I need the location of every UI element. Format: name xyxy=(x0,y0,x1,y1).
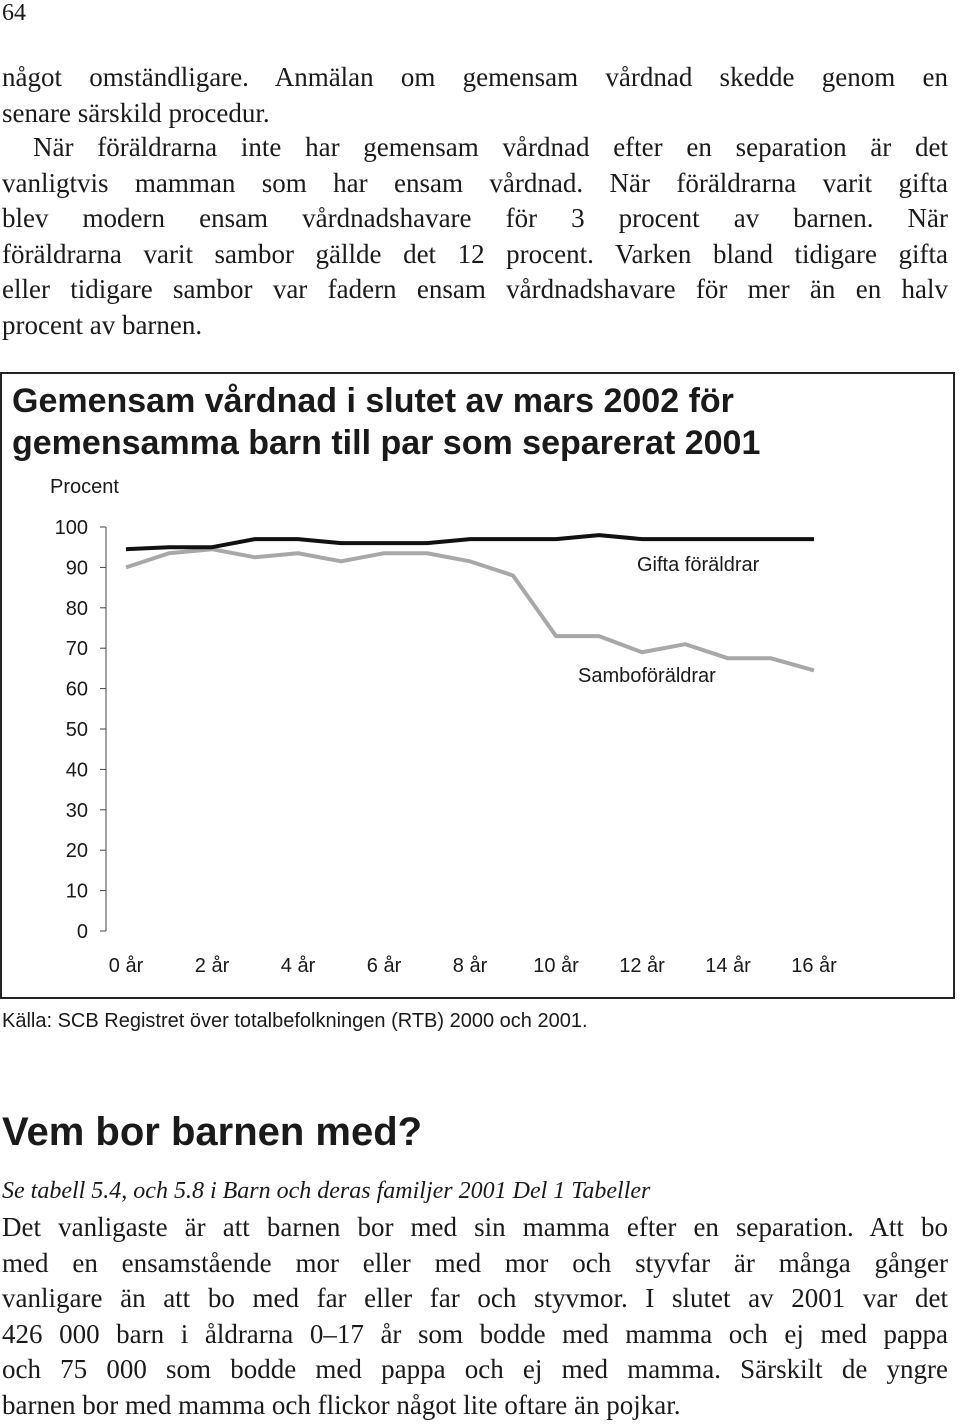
y-tick-label: 90 xyxy=(65,557,88,580)
line-chart xyxy=(2,374,957,1001)
x-tick-label: 6 år xyxy=(366,955,402,977)
paragraph-line: blev modern ensam vårdnadshavare för 3 procent av barnen. När xyxy=(2,203,948,233)
page-number: 64 xyxy=(2,0,26,26)
x-tick-label: 10 år xyxy=(533,955,579,977)
x-tick-label: 0 år xyxy=(108,955,144,977)
paragraph-line: senare särskild procedur. xyxy=(2,97,270,128)
y-tick-label: 30 xyxy=(65,799,88,822)
chart-title-line: gemensamma barn till par som separerat 2001 xyxy=(12,424,761,462)
x-tick-label: 16 år xyxy=(791,955,837,977)
series-label-gifta: Gifta föräldrar xyxy=(637,554,760,576)
y-tick-label: 70 xyxy=(65,638,88,661)
x-tick-label: 12 år xyxy=(619,955,665,977)
y-tick-label: 80 xyxy=(65,597,88,620)
paragraph-line: med en ensamstående mor eller med mor och styvfar är många gånger xyxy=(2,1247,948,1278)
series-label-sambo: Samboföräldrar xyxy=(578,665,716,687)
source-note: Källa: SCB Registret över totalbefolkningen (RTB) 2000 och 2001. xyxy=(2,1010,588,1032)
paragraph-line: vanligtvis mamman som har ensam vårdnad. När föräldrarna varit gifta xyxy=(2,167,948,198)
paragraph-line: eller tidigare sambor var fadern ensam vårdnadshavare för mer än en halv xyxy=(2,274,948,304)
y-tick-label: 50 xyxy=(65,719,88,741)
chart-frame xyxy=(0,372,955,999)
x-tick-label: 4 år xyxy=(280,955,316,977)
paragraph-line: och 75 000 som bodde med pappa och ej med mamma. Särskilt de yngre xyxy=(2,1354,948,1384)
y-axis-label: Procent xyxy=(50,476,119,498)
section-heading: Vem bor barnen med? xyxy=(2,1110,423,1154)
paragraph-line: barnen bor med mamma och flickor något lite oftare än pojkar. xyxy=(2,1389,681,1420)
y-tick-label: 60 xyxy=(65,678,88,701)
paragraph-line: procent av barnen. xyxy=(2,309,203,340)
y-tick-label: 0 xyxy=(76,921,88,943)
series-line-gifta xyxy=(126,535,814,549)
x-tick-label: 8 år xyxy=(452,955,488,977)
paragraph-living xyxy=(2,1210,948,1423)
paragraph-line: Det vanligaste är att barnen bor med sin mamma efter en separation. Att bo xyxy=(2,1212,948,1242)
paragraph-custody xyxy=(2,130,948,343)
x-tick-label: 2 år xyxy=(194,955,230,977)
x-tick-label: 14 år xyxy=(705,955,751,977)
paragraph-line: 426 000 barn i åldrarna 0–17 år som bodde med mamma och ej med pappa xyxy=(2,1318,948,1349)
y-tick-label: 40 xyxy=(65,759,88,782)
paragraph-line: vanligare än att bo med far eller far och styvmor. I slutet av 2001 var det xyxy=(2,1283,948,1313)
paragraph-line: föräldrarna varit sambor gällde det 12 procent. Varken bland tidigare gifta xyxy=(2,238,948,269)
chart-title-line: Gemensam vårdnad i slutet av mars 2002 för xyxy=(12,382,734,420)
paragraph-line: När föräldrarna inte har gemensam vårdnad efter en separation är det xyxy=(33,132,948,162)
paragraph-intro xyxy=(2,60,948,131)
table-reference: Se tabell 5.4, och 5.8 i Barn och deras familjer 2001 Del 1 Tabeller xyxy=(2,1178,651,1204)
y-tick-label: 20 xyxy=(65,840,88,863)
y-tick-label: 100 xyxy=(54,517,88,539)
paragraph-line: något omständligare. Anmälan om gemensam vårdnad skedde genom en xyxy=(2,62,948,92)
y-tick-label: 10 xyxy=(65,880,88,903)
